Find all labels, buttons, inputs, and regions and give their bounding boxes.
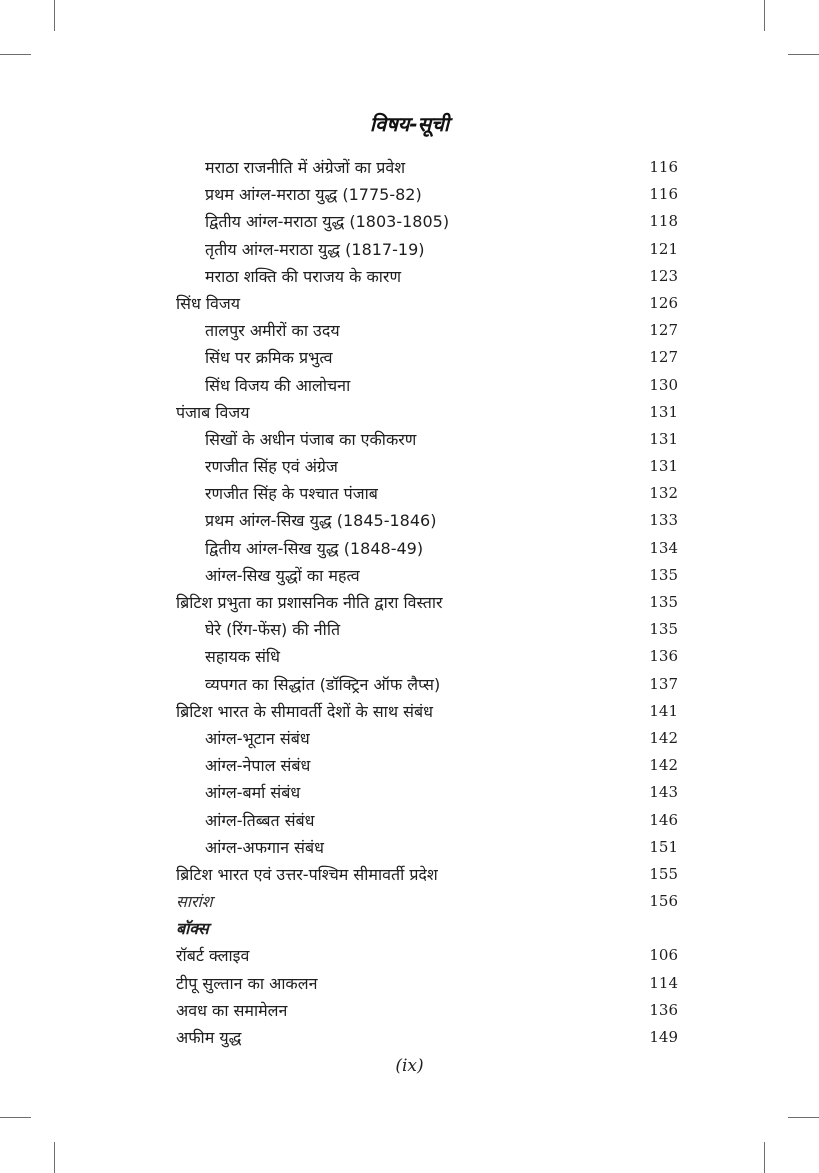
toc-entry-title: सिखों के अधीन पंजाब का एकीकरण — [205, 429, 417, 449]
toc-entry-page-number: 126 — [649, 293, 678, 312]
toc-entry — [0, 453, 819, 480]
toc-entry — [0, 154, 819, 181]
toc-entry — [0, 888, 819, 915]
toc-entry — [0, 344, 819, 371]
toc-entry-title: आंग्ल-तिब्बत संबंध — [205, 810, 315, 830]
toc-entry — [0, 643, 819, 670]
toc-entry — [0, 671, 819, 698]
toc-entry-title: आंग्ल-भूटान संबंध — [205, 728, 310, 748]
toc-entry — [0, 861, 819, 888]
toc-entry — [0, 507, 819, 534]
toc-entry-title: आंग्ल-सिख युद्धों का महत्व — [205, 565, 360, 585]
toc-entry-page-number: 123 — [649, 266, 678, 285]
toc-entry-page-number: 118 — [649, 212, 678, 231]
toc-entry-page-number: 131 — [649, 457, 678, 476]
toc-entry — [0, 616, 819, 643]
toc-entry-title: ब्रिटिश भारत के सीमावर्ती देशों के साथ संबंध — [176, 701, 433, 721]
toc-entry — [0, 807, 819, 834]
toc-entry-title: मराठा शक्ति की पराजय के कारण — [205, 266, 402, 286]
toc-entry — [0, 426, 819, 453]
toc-entry — [0, 290, 819, 317]
toc-entry-page-number: 155 — [649, 864, 678, 883]
toc-entry — [0, 181, 819, 208]
toc-entry-title: ब्रिटिश भारत एवं उत्तर-पश्चिम सीमावर्ती प्रदेश — [176, 864, 438, 884]
toc-entry-title: प्रथम आंग्ल-मराठा युद्ध (1775-82) — [205, 185, 422, 205]
toc-entry-title: तृतीय आंग्ल-मराठा युद्ध (1817-19) — [205, 239, 425, 259]
toc-entry — [0, 399, 819, 426]
toc-entry-title: अवध का समामेलन — [176, 1000, 288, 1020]
toc-entry-page-number: 133 — [649, 511, 678, 530]
toc-entry-page-number: 149 — [649, 1028, 678, 1046]
toc-entry-title: सहायक संधि — [205, 647, 280, 667]
toc-entry — [0, 562, 819, 589]
crop-mark-top-right-horizontal — [788, 54, 819, 55]
crop-mark-bottom-left-horizontal — [0, 1117, 31, 1118]
toc-entry-page-number: 130 — [649, 375, 678, 394]
toc-list — [0, 154, 819, 1051]
toc-entry — [0, 698, 819, 725]
toc-entry-page-number: 131 — [649, 429, 678, 448]
toc-entry — [0, 970, 819, 997]
toc-entry-title: आंग्ल-नेपाल संबंध — [205, 756, 311, 776]
toc-entry-page-number: 116 — [649, 158, 678, 176]
toc-entry-title: बॉक्स — [176, 919, 209, 939]
toc-entry-title: द्वितीय आंग्ल-सिख युद्ध (1848-49) — [205, 538, 424, 558]
toc-entry-page-number: 121 — [649, 239, 678, 258]
toc-entry — [0, 317, 819, 344]
toc-entry-title: ब्रिटिश प्रभुता का प्रशासनिक नीति द्वारा विस्तार — [176, 593, 443, 612]
toc-entry — [0, 589, 819, 616]
toc-entry-title: घेरे (रिंग-फेंस) की नीति — [205, 620, 341, 640]
toc-entry-title: प्रथम आंग्ल-सिख युद्ध (1845-1846) — [205, 511, 437, 531]
toc-entry-title: सिंध विजय — [176, 293, 241, 313]
toc-entry-page-number: 116 — [649, 185, 678, 204]
toc-entry — [0, 1024, 819, 1051]
toc-entry-title: तालपुर अमीरों का उदय — [205, 321, 340, 341]
toc-entry — [0, 263, 819, 290]
toc-entry-title: सिंध पर क्रमिक प्रभुत्व — [205, 348, 333, 368]
toc-entry-page-number: 134 — [649, 538, 678, 557]
toc-entry-title: पंजाब विजय — [176, 402, 250, 422]
toc-entry — [0, 236, 819, 263]
crop-mark-bottom-right-horizontal — [788, 1117, 819, 1118]
toc-entry — [0, 372, 819, 399]
toc-entry-page-number: 137 — [649, 674, 678, 693]
toc-entry-page-number: 146 — [649, 810, 678, 829]
toc-entry-page-number: 143 — [649, 783, 678, 802]
toc-entry-page-number: 127 — [649, 348, 678, 367]
toc-entry-title: अफीम युद्ध — [176, 1028, 242, 1047]
crop-mark-top-left-horizontal — [0, 54, 31, 55]
toc-entry-title: आंग्ल-अफगान संबंध — [205, 837, 324, 857]
toc-entry-page-number: 142 — [649, 756, 678, 775]
toc-entry — [0, 480, 819, 507]
toc-entry-title: टीपू सुल्तान का आकलन — [176, 973, 318, 993]
toc-entry-title: रॉबर्ट क्लाइव — [176, 946, 250, 966]
toc-entry-page-number: 132 — [649, 484, 678, 503]
page-title: विषय-सूची — [369, 112, 450, 136]
toc-entry-title: सारांश — [176, 892, 213, 912]
toc-entry-page-number: 114 — [649, 973, 678, 992]
toc-entry-page-number: 136 — [649, 1000, 678, 1019]
toc-entry — [0, 834, 819, 861]
toc-entry-page-number: 156 — [649, 892, 678, 911]
toc-entry — [0, 997, 819, 1024]
toc-entry-title: रणजीत सिंह के पश्चात पंजाब — [205, 484, 378, 504]
toc-entry — [0, 208, 819, 235]
toc-entry — [0, 725, 819, 752]
toc-entry — [0, 779, 819, 806]
toc-entry-page-number: 142 — [649, 728, 678, 747]
crop-mark-top-left-vertical — [54, 0, 55, 31]
toc-entry-page-number: 151 — [649, 837, 678, 856]
toc-entry-page-number: 106 — [649, 946, 678, 965]
toc-entry-page-number: 141 — [649, 701, 678, 720]
toc-entry-page-number: 127 — [649, 321, 678, 340]
toc-entry-title: मराठा राजनीति में अंग्रेजों का प्रवेश — [205, 158, 406, 177]
toc-entry-page-number: 136 — [649, 647, 678, 666]
toc-entry-title: आंग्ल-बर्मा संबंध — [205, 783, 301, 803]
toc-entry-title: व्यपगत का सिद्धांत (डॉक्ट्रिन ऑफ लैप्स) — [205, 674, 441, 694]
toc-section-heading — [0, 915, 819, 942]
toc-entry-page-number: 135 — [649, 620, 678, 639]
toc-entry-title: रणजीत सिंह एवं अंग्रेज — [205, 457, 338, 477]
toc-entry-page-number: 131 — [649, 402, 678, 421]
toc-entry-page-number: 135 — [649, 593, 678, 611]
toc-entry-title: द्वितीय आंग्ल-मराठा युद्ध (1803-1805) — [205, 212, 450, 232]
toc-entry-page-number: 135 — [649, 565, 678, 584]
page-number-folio: (ix) — [395, 1056, 424, 1076]
crop-mark-bottom-left-vertical — [54, 1142, 55, 1173]
toc-entry-title: सिंध विजय की आलोचना — [205, 375, 351, 395]
crop-mark-top-right-vertical — [764, 0, 765, 31]
toc-entry — [0, 752, 819, 779]
toc-entry — [0, 535, 819, 562]
crop-mark-bottom-right-vertical — [764, 1142, 765, 1173]
toc-entry — [0, 942, 819, 969]
